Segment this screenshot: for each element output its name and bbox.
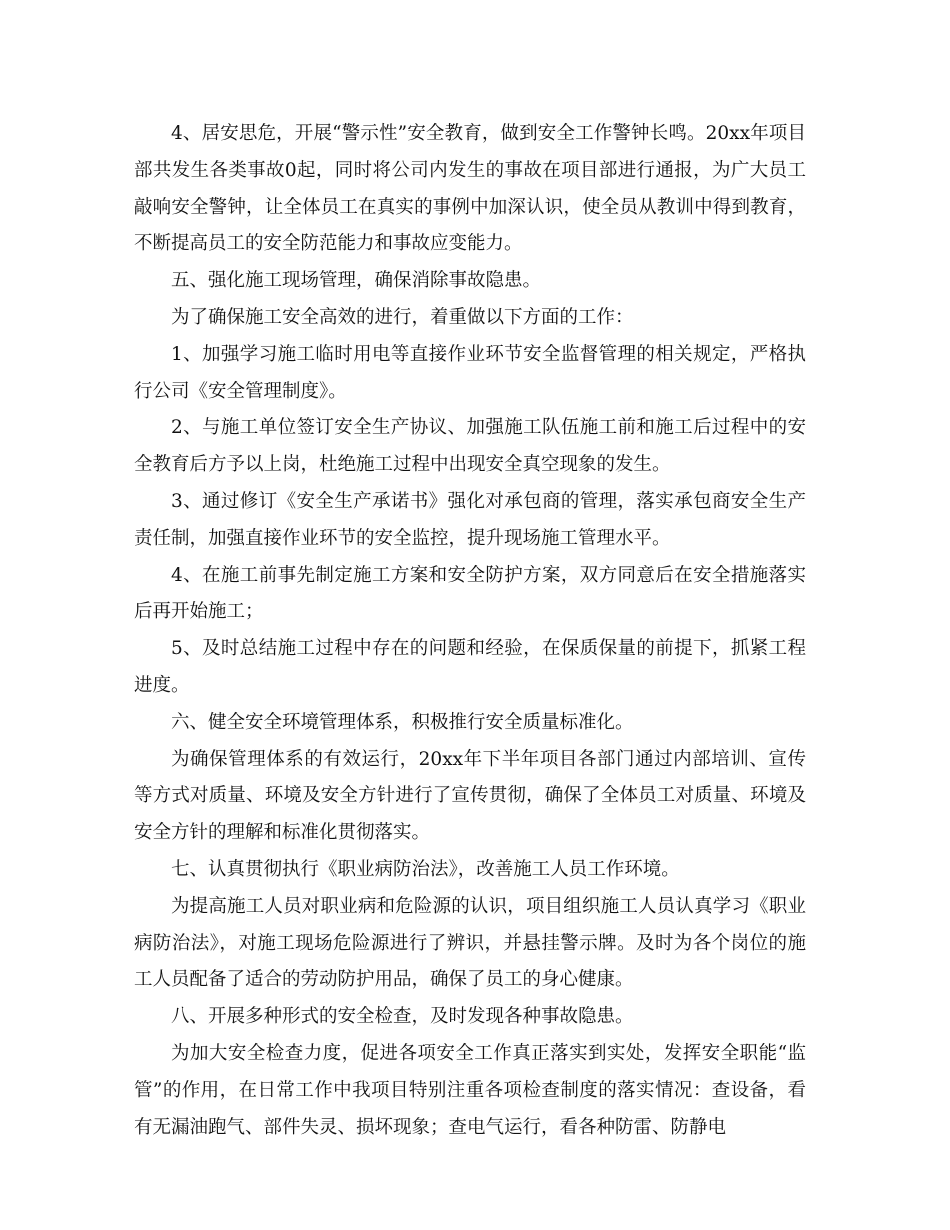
heading-site-management: 五、强化施工现场管理，确保消除事故隐患。 — [171, 270, 542, 292]
heading-safety-inspection: 八、开展多种形式的安全检查，及时发现各种事故隐患。 — [171, 1006, 634, 1028]
list-item-3: 3、通过修订《安全生产承诺书》强化对承包商的管理，落实承包商安全生产责任制，加强直接作业环节的安全监控，提升现场施工管理水平。 — [134, 490, 806, 549]
paragraph-occupational-disease: 为提高施工人员对职业病和危险源的认识，项目组织施工人员认真学习《职业病防治法》，对施工现场危险源进行了辨识，并悬挂警示牌。及时为各个岗位的施工人员配备了适合的劳动防护用品，确保了员工的身心健康。 — [134, 895, 806, 991]
paragraph-safety-education: 4、居安思危，开展“警示性”安全教育，做到安全工作警钟长鸣。20xx年项目部共发生各类事故0起，同时将公司内发生的事故在项目部进行通报，为广大员工敲响安全警钟，让全体员工在真实的事例中加深认识，使全员从教训中得到教育，不断提高员工的安全防范能力和事故应变能力。 — [134, 123, 806, 255]
list-item-2: 2、与施工单位签订安全生产协议、加强施工队伍施工前和施工后过程中的安全教育后方予以上岗，杜绝施工过程中出现安全真空现象的发生。 — [134, 417, 806, 476]
heading-management-system: 六、健全安全环境管理体系，积极推行安全质量标准化。 — [171, 711, 634, 733]
list-item-4: 4、在施工前事先制定施工方案和安全防护方案，双方同意后在安全措施落实后再开始施工； — [134, 564, 806, 623]
heading-occupational-disease: 七、认真贯彻执行《职业病防治法》，改善施工人员工作环境。 — [171, 858, 680, 880]
paragraph-safety-inspection: 为加大安全检查力度，促进各项安全工作真正落实到实处，发挥安全职能“监管”的作用，在日常工作中我项目特别注重各项检查制度的落实情况：查设备，看有无漏油跑气、部件失灵、损坏现象；查电气运行，看各种防雷、防静电 — [134, 1042, 806, 1138]
list-item-1: 1、加强学习施工临时用电等直接作业环节安全监督管理的相关规定，严格执行公司《安全管理制度》。 — [134, 343, 806, 402]
paragraph-management-system: 为确保管理体系的有效运行，20xx年下半年项目各部门通过内部培训、宣传等方式对质量、环境及安全方针进行了宣传贯彻，确保了全体员工对质量、环境及安全方针的理解和标准化贯彻落实。 — [134, 748, 806, 844]
list-item-5: 5、及时总结施工过程中存在的问题和经验，在保质保量的前提下，抓紧工程进度。 — [134, 638, 806, 696]
paragraph-work-intro: 为了确保施工安全高效的进行，着重做以下方面的工作： — [171, 306, 634, 328]
document-page — [134, 116, 806, 1146]
